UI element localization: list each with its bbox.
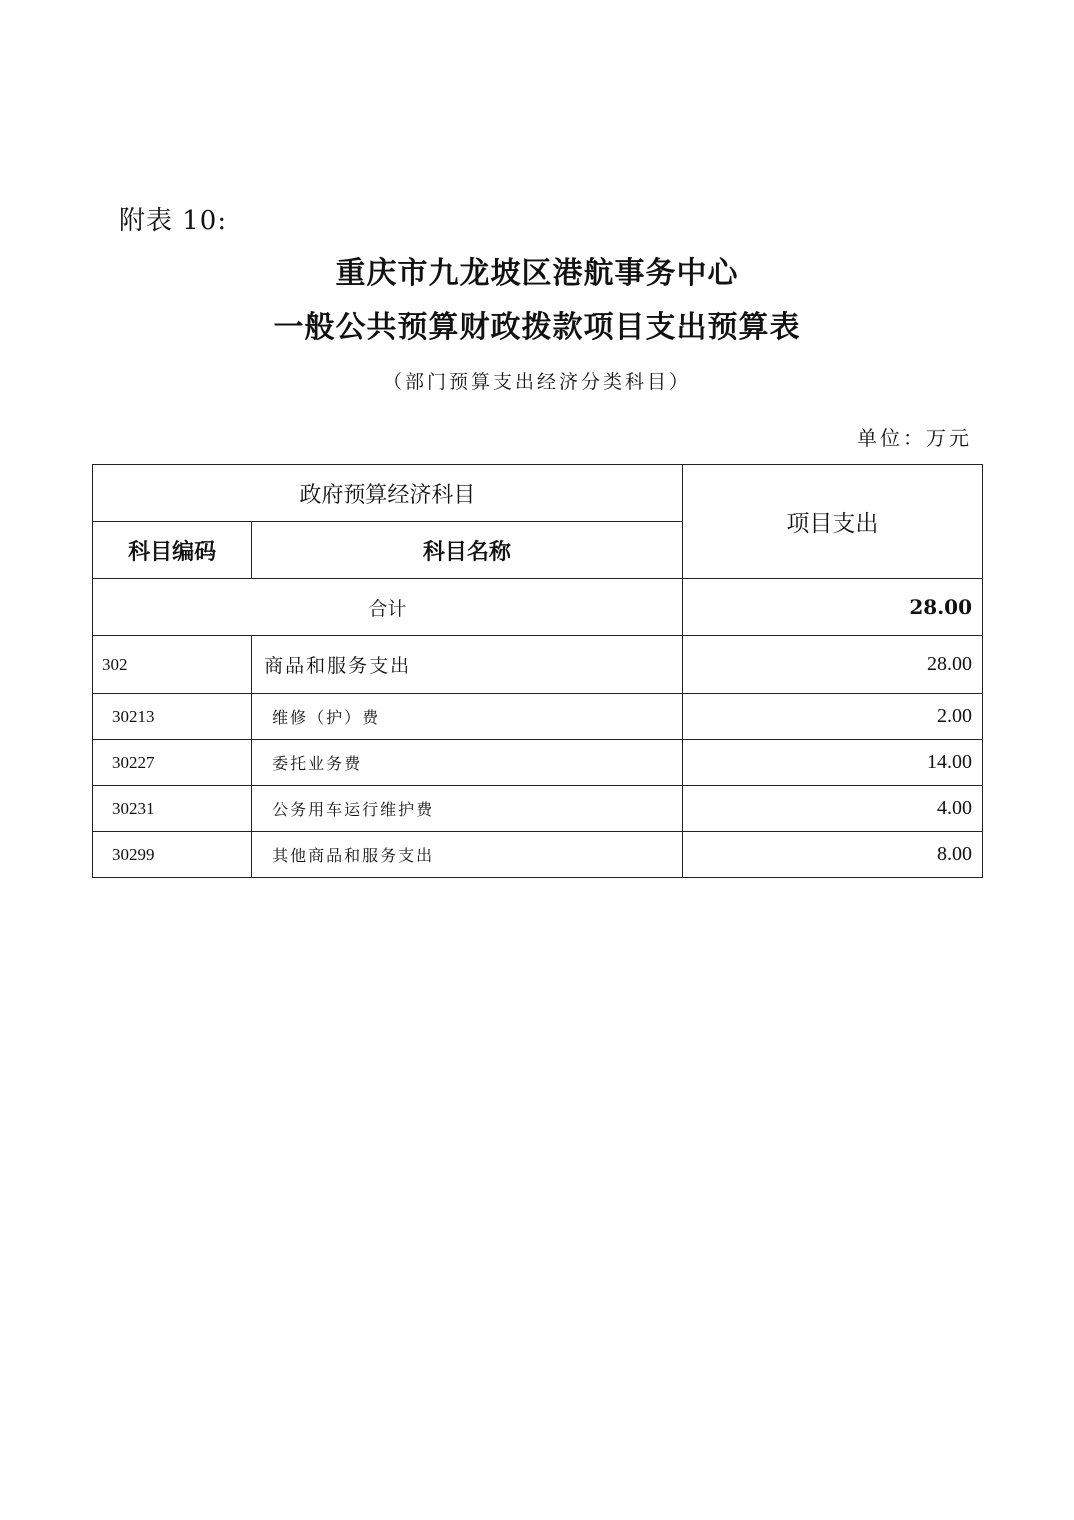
document-title-line2: 一般公共预算财政拨款项目支出预算表 xyxy=(273,310,801,345)
subject-name: 商品和服务支出 xyxy=(252,636,682,694)
subject-name-header: 科目名称 xyxy=(252,522,682,579)
project-expenditure-header: 项目支出 xyxy=(682,465,982,579)
project-amount: 4.00 xyxy=(682,786,982,832)
budget-table xyxy=(92,464,983,878)
total-row xyxy=(93,579,983,636)
table-row xyxy=(93,832,983,878)
table-header-row xyxy=(93,465,983,522)
project-amount: 14.00 xyxy=(682,740,982,786)
subject-name: 其他商品和服务支出 xyxy=(252,832,682,878)
table-row xyxy=(93,786,983,832)
table-row xyxy=(93,694,983,740)
attachment-label: 附表 10: xyxy=(119,206,228,236)
subject-name: 公务用车运行维护费 xyxy=(252,786,682,832)
table-row xyxy=(93,740,983,786)
subject-code: 30213 xyxy=(93,694,252,740)
subject-name: 委托业务费 xyxy=(252,740,682,786)
total-value: 28.00 xyxy=(682,579,982,636)
document-title-line1: 重庆市九龙坡区港航事务中心 xyxy=(335,256,739,291)
subject-code-header: 科目编码 xyxy=(93,522,252,579)
unit-label: 单位：万元 xyxy=(857,426,972,450)
project-amount: 2.00 xyxy=(682,694,982,740)
total-label: 合计 xyxy=(93,579,683,636)
document-subtitle: （部门预算支出经济分类科目） xyxy=(382,371,691,393)
subject-code: 302 xyxy=(93,636,252,694)
subject-name: 维修（护）费 xyxy=(252,694,682,740)
subject-code: 30227 xyxy=(93,740,252,786)
subject-code: 30299 xyxy=(93,832,252,878)
subject-code: 30231 xyxy=(93,786,252,832)
project-amount: 28.00 xyxy=(682,636,982,694)
table-row xyxy=(93,636,983,694)
economic-subject-header: 政府预算经济科目 xyxy=(93,465,683,522)
project-amount: 8.00 xyxy=(682,832,982,878)
